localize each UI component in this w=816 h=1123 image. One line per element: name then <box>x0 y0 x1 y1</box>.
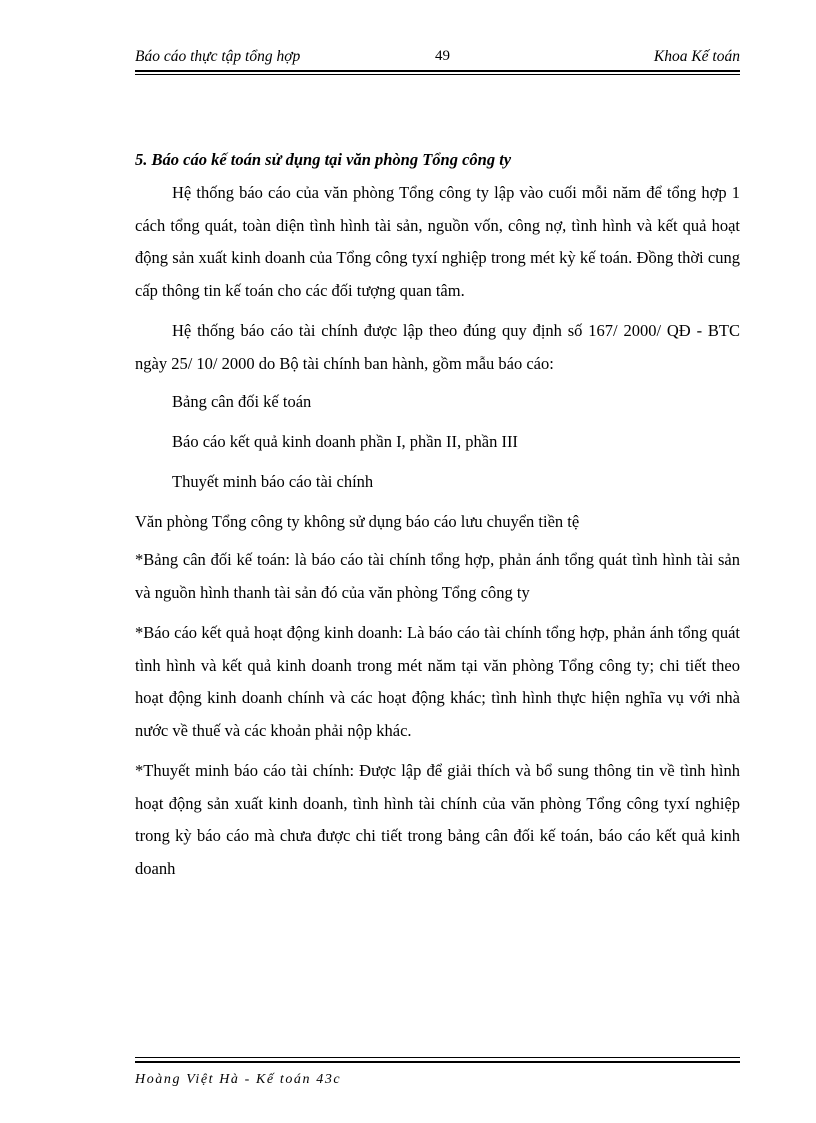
footer-author: Hoàng Việt Hà - Kế toán 43c <box>135 1072 342 1087</box>
footer-rule-thin <box>135 1057 740 1058</box>
paragraph-balance-sheet: *Bảng cân đối kế toán: là báo cáo tài chính tổng hợp, phản ánh tổng quát tình hình tài sản và nguồn hình thanh tài sản đó của văn phòng Tổng công ty <box>135 550 740 602</box>
main-content <box>135 145 740 885</box>
paragraph-income-report: *Báo cáo kết quả hoạt động kinh doanh: Là báo cáo tài chính tổng hợp, phản ánh tổng quát tình hình và kết quả kinh doanh trong mét năm tại văn phòng Tổng công ty; chi tiết theo hoạt động kinh doanh chính và các hoạt động khác; tình hình thực hiện nghĩa vụ với nhà nước về thuế và các khoản phải nộp khác. <box>135 623 740 740</box>
section-heading: 5. Báo cáo kế toán sử dụng tại văn phòng Tổng công ty <box>135 150 512 169</box>
footer-rule-thick <box>135 1061 740 1063</box>
page-number: 49 <box>435 48 450 64</box>
header-faculty: Khoa Kế toán <box>653 48 740 65</box>
paragraph-financial-notes: *Thuyết minh báo cáo tài chính: Được lập để giải thích và bổ sung thông tin về tình hình hoạt động sản xuất kinh doanh, tình hình tài chính của văn phòng Tổng công tyxí nghiệp trong kỳ báo cáo mà chưa được chi tiết trong bảng cân đối kế toán, báo cáo kết quả kinh doanh <box>135 761 740 878</box>
header-rule-thin <box>135 74 740 75</box>
list-item-income-report: Báo cáo kết quả kinh doanh phần I, phần II, phần III <box>172 432 518 451</box>
list-item-notes: Thuyết minh báo cáo tài chính <box>172 472 374 491</box>
paragraph-overview: Hệ thống báo cáo của văn phòng Tổng công ty lập vào cuối mỗi năm để tổng hợp 1 cách tổng quát, toàn diện tình hình tài sản, nguồn vốn, công nợ, tình hình và kết quả hoạt động sản xuất kinh doanh của Tổng công tyxí nghiệp trong mét kỳ kế toán. Đồng thời cung cấp thông tin kế toán cho các đối tượng quan tâm. <box>135 183 740 300</box>
paragraph-regulation: Hệ thống báo cáo tài chính được lập theo đúng quy định số 167/ 2000/ QĐ - BTC ngày 25/ 10/ 2000 do Bộ tài chính ban hành, gồm mẫu báo cáo: <box>135 321 740 373</box>
header-rule-thick <box>135 70 740 72</box>
list-item-balance-sheet: Bảng cân đối kế toán <box>172 392 312 411</box>
header-report-title: Báo cáo thực tập tổng hợp <box>135 48 301 65</box>
paragraph-cashflow-note: Văn phòng Tổng công ty không sử dụng báo cáo lưu chuyển tiền tệ <box>135 512 580 531</box>
page-header <box>135 48 740 68</box>
